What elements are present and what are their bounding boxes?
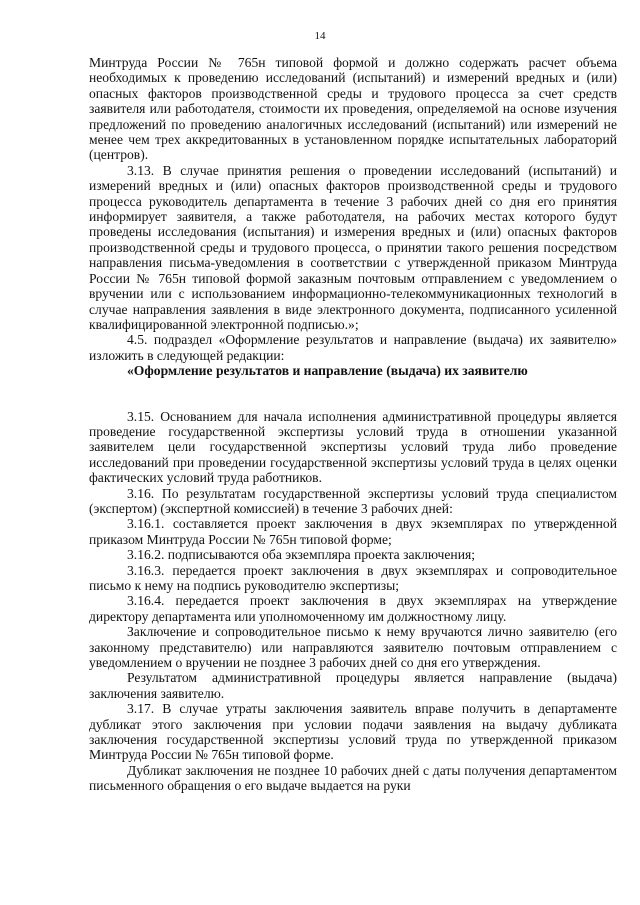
paragraph-3-13: 3.13. В случае принятия решения о проведении исследований (испытаний) и измерений вредных и (или) опасных факторов производственной среды и трудового процесса руководитель департамента в течение 3 рабочих дней со дня его принятия информирует заявителя, а также работодателя, на рабочих местах которого будут проведены исследования (испытания) и измерения вредных и (или) опасных факторов производственной среды и трудового процесса, о принятии такого решения посредством направления письма-уведомления в соответствии с утвержденной приказом Минтруда России № 765н типовой формой заказным почтовым отправлением с уведомлением о вручении или с использованием информационно-телекоммуникационных технологий в случае направления заявления в виде электронного документа, подписанного усиленной квалифицированной электронной подписью.»; [89, 162, 617, 332]
paragraph-3-16-1: 3.16.1. составляется проект заключения в двух экземплярах по утвержденной приказом Минтруда России № 765н типовой форме; [89, 516, 617, 547]
paragraph-3-17: 3.17. В случае утраты заключения заявитель вправе получить в департаменте дубликат этого заключения при условии подачи заявления на выдачу дубликата заключения государственной экспертизы условий труда по утвержденной приказом Минтруда России № 765н типовой форме. [89, 701, 617, 763]
paragraph-3-16-2: 3.16.2. подписываются оба экземпляра проекта заключения; [127, 547, 475, 563]
paragraph-duplicate: Дубликат заключения не позднее 10 рабочих дней с даты получения департаментом письменного обращения о его выдаче выдается на руки [89, 762, 617, 794]
paragraph-continuation: Минтруда России № 765н типовой формой и должно содержать расчет объема необходимых к проведению исследований (испытаний) и измерений вредных и (или) опасных факторов производственной среды и трудового процесса за счет средств заявителя или работодателя, стоимости их проведения, определяемой на основе изучения предложений по проведению аналогичных исследований (испытаний) или измерений не менее чем трех аккредитованных в установленном порядке испытательных лабораторий (центров). [89, 55, 617, 163]
paragraph-3-15: 3.15. Основанием для начала исполнения административной процедуры является проведение государственной экспертизы условий труда в отношении указанной заявителем цели государственной экспертизы условий труда либо проведение исследований при проведении государственной экспертизы условий труда в целях оценки фактических условий труда работников. [89, 408, 617, 486]
section-spacer [89, 379, 617, 409]
document-body [89, 55, 617, 794]
paragraph-delivery: Заключение и сопроводительное письмо к нему вручаются лично заявителю (его законному представителю) или направляются заявителю почтовым отправлением с уведомлением о вручении не позднее 3 рабочих дней со дня его утверждения. [89, 624, 617, 671]
paragraph-4-5: 4.5. подраздел «Оформление результатов и направление (выдача) их заявителю» изложить в следующей редакции: [89, 332, 617, 363]
paragraph-3-16: 3.16. По результатам государственной экспертизы условий труда специалистом (экспертом) (экспертной комиссией) в течение 3 рабочих дней: [89, 485, 617, 516]
paragraph-result: Результатом административной процедуры является направление (выдача) заключения заявителю. [89, 670, 617, 701]
page-number: 14 [314, 30, 326, 42]
paragraph-3-16-3: 3.16.3. передается проект заключения в двух экземплярах и сопроводительное письмо к нему на подпись руководителю экспертизы; [89, 562, 617, 593]
paragraph-3-16-4: 3.16.4. передается проект заключения в двух экземплярах на утверждение директору департамента или уполномоченному им должностному лицу. [89, 593, 617, 624]
section-heading: «Оформление результатов и направление (выдача) их заявителю [127, 363, 528, 379]
